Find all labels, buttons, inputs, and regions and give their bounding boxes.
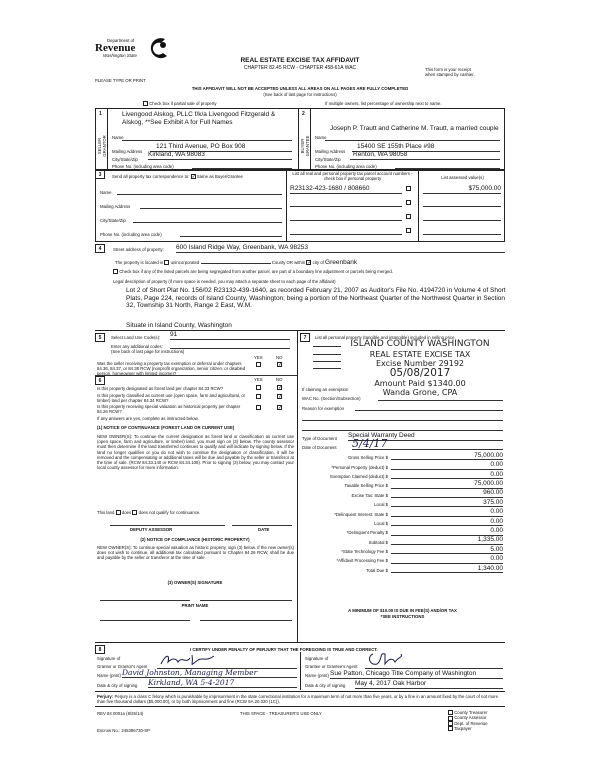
section-4-number: 4 — [95, 244, 105, 253]
grantee-name-value[interactable]: Sue Patton, Chicago Title Company of Washington — [330, 670, 503, 679]
deputy-date-label: DATE — [258, 527, 270, 532]
tax-row-label: *Affidavit Processing Fee $ — [336, 558, 388, 564]
same-as-buyer-checkbox[interactable]: ✓ — [191, 174, 196, 181]
tax-row — [300, 507, 505, 516]
land-label: This land — [97, 510, 115, 515]
wac-label: WAC No. (Section/Subsection) — [302, 396, 361, 401]
tax-row — [300, 554, 505, 563]
section-5-number: 5 — [95, 333, 105, 342]
please-type: PLEASE TYPE OR PRINT — [95, 78, 146, 83]
partial-sale[interactable] — [143, 101, 217, 106]
doc-date-label: Date of Document — [302, 445, 337, 450]
street-address-label: Street address of property: — [113, 247, 164, 252]
tax-row-value[interactable]: 5.00 — [391, 546, 503, 555]
buyer-name-value[interactable]: Joseph P. Trautt and Catherine M. Trautt, a married couple — [330, 125, 499, 132]
tax-row-value[interactable]: 0.00 — [391, 555, 503, 564]
located-label: The property is located in — [115, 260, 164, 265]
warning: THIS AFFIDAVIT WILL NOT BE ACCEPTED UNLESS ALL AREAS ON ALL PAGES ARE FULLY COMPLETED — [191, 86, 409, 91]
perjury-label: Perjury: — [97, 694, 114, 699]
tax-row-label: Subtotal $ — [368, 539, 388, 545]
see-back: (See back of last page for instructions) — [263, 92, 337, 97]
logo-dept: Department of — [107, 38, 135, 43]
grantor-name-label: Name (print) — [97, 673, 121, 678]
seller-phone-label: Phone No. (including area code) — [112, 164, 174, 169]
tax-row — [300, 451, 505, 460]
copy-label: Dept. of Revenue — [454, 720, 488, 726]
stamp-county: ISLAND COUNTY WASHINGTON — [350, 339, 490, 349]
tax-row-value[interactable]: 375.00 — [391, 499, 503, 508]
copy-label: County Assessor — [454, 715, 487, 721]
seller-address-value[interactable]: 121 Third Avenue, PO Box 908 — [150, 143, 292, 152]
personal-property-checkbox-3[interactable] — [406, 214, 411, 219]
grantee-date-value[interactable]: May 4, 2017 Oak Harbor — [355, 680, 503, 689]
land-use-value[interactable]: 91 — [170, 331, 290, 340]
tax-row-value[interactable]: 0.00 — [391, 471, 503, 480]
deputy-signature-field[interactable] — [110, 525, 225, 526]
sec6-yes-header: YES — [254, 377, 263, 382]
tax-row-label: *Personal Property (deduct) $ — [331, 464, 388, 470]
copy-label: County Treasurer — [454, 710, 488, 715]
reason-label: Reason for exemption — [302, 406, 345, 411]
buyer-city-value[interactable]: Renton, WA 98058 — [350, 151, 500, 160]
personal-property-checkbox-2[interactable] — [406, 200, 411, 205]
tax-row-label: Taxable Selling Price $ — [344, 483, 388, 489]
dor-logo — [95, 38, 175, 58]
dor-swirl-icon — [147, 36, 171, 60]
buyer-address-value[interactable]: 15400 SE 155th Place #98 — [352, 143, 500, 152]
sec5-see-back: (See back of last page for instructions) — [111, 349, 185, 354]
sec3-city-field[interactable] — [133, 222, 282, 223]
segregated-line — [113, 269, 393, 274]
located-line — [115, 259, 357, 267]
continuance-title: (1) NOTICE OF CONTINUANCE (FOREST LAND OR CURRENT USE) — [97, 425, 235, 430]
receipt-note — [425, 67, 475, 77]
tax-row — [300, 498, 505, 507]
sec3-address-field[interactable] — [140, 208, 282, 209]
current-use-yes-checkbox[interactable] — [256, 394, 261, 399]
buyer-city-label: City/State/Zip — [315, 157, 341, 162]
doc-type-label: Type of Document — [302, 436, 337, 441]
sec3-name-label: Name — [100, 190, 112, 195]
city-checkbox[interactable]: ✓ — [307, 260, 312, 267]
historic-question: Is this property receiving special valuation as historical property per chapter 84.26 RCW? — [97, 404, 241, 415]
sec6-no-header: NO — [276, 377, 283, 382]
stamp-amount: Amount Paid $1340.00 — [374, 378, 466, 388]
additional-codes-label: Enter any additional codes: — [111, 344, 163, 349]
tax-calculation — [300, 451, 505, 573]
stamp-date: 05/08/2017 — [389, 366, 451, 379]
sec3-phone-label: Phone No. (including area code) — [100, 232, 162, 237]
same-as-buyer-label: Same as Buyer/Grantee — [196, 174, 243, 179]
recorder-stamp — [330, 340, 510, 397]
copy-checkbox[interactable] — [448, 716, 453, 721]
grantor-signature[interactable] — [158, 652, 218, 668]
tax-row-label: *Delinquent Penalty $ — [346, 530, 388, 536]
current-use-question: Is this property classified as current use (open space, farm and agricultural, or timber) land per chapter 84.34 RCW? — [97, 393, 246, 404]
section-2-number: 2 — [302, 111, 305, 117]
tax-row-label: Gross Selling Price $ — [347, 455, 388, 461]
county-or-label: County OR within — [271, 260, 306, 265]
personal-property-checkbox-1[interactable] — [406, 186, 411, 191]
copy-label: Taxpayer — [454, 726, 472, 732]
street-address-value[interactable]: 600 Island Ridge Way, Greenbank, WA 98253 — [176, 244, 505, 253]
personal-property-label: List all personal property (tangible and intangible) included in selling price. — [315, 335, 456, 340]
stamp-tax: REAL ESTATE EXCISE TAX — [369, 349, 471, 359]
sec3-city-label: City/State/Zip — [100, 218, 126, 223]
historic-yes-checkbox[interactable] — [256, 405, 261, 410]
personal-property-checkbox-4[interactable] — [406, 228, 411, 233]
certify-statement: I CERTIFY UNDER PENALTY OF PERJURY THAT THE FOREGOING IS TRUE AND CORRECT. — [190, 647, 378, 652]
partial-sale-label: Check box if partial sale of property — [149, 101, 217, 106]
reason-field[interactable] — [355, 410, 503, 411]
tax-row-label: Local $ — [374, 502, 388, 508]
see-instructions: *SEE INSTRUCTIONS — [380, 614, 425, 619]
does-label: does — [121, 510, 132, 515]
print-name-label: PRINT NAME — [181, 603, 209, 608]
assessed-value-header: List assessed value(s) — [441, 175, 484, 180]
form-revision: REV 84 0001a (8/26/14) — [97, 711, 144, 716]
legal-description-label: Legal description of property (if more space is needed, you may attach a separate sheet to each page of the affidavit) — [113, 279, 336, 284]
send-correspondence — [112, 174, 243, 179]
buyer-phone-label: Phone No. (including area code) — [315, 164, 377, 169]
sec3-phone-field[interactable] — [180, 236, 282, 237]
tax-row-value[interactable]: 0.00 — [391, 461, 503, 470]
compliance-title: (2) NOTICE OF COMPLIANCE (HISTORIC PROPERTY) — [140, 537, 250, 542]
grantor-agent-label: Grantor or Grantor's Agent — [97, 664, 148, 669]
stamp-excise-number: Excise Number 29192 — [375, 358, 465, 368]
print-name-field-2[interactable] — [200, 620, 292, 621]
land-use-label: Select Land Use Code(s): — [111, 335, 161, 340]
forest-no-checkbox[interactable]: ✓ — [278, 385, 283, 391]
tax-row — [300, 564, 505, 573]
minimum-due-note: A MINIMUM OF $10.00 IS DUE IN FEE(S) AND/OR TAX — [348, 608, 457, 613]
doc-type-value[interactable]: Special Warranty Deed — [348, 432, 503, 441]
form-title: REAL ESTATE EXCISE TAX AFFIDAVIT — [240, 57, 360, 64]
forest-land-question: Is this property designated as forest land per chapter 84.33 RCW? — [97, 386, 224, 391]
tax-row-value[interactable]: 0.00 — [391, 518, 503, 527]
grantee-agent-label: Grantee or Grantee's Agent — [305, 664, 358, 669]
forest-yes-checkbox[interactable] — [256, 385, 261, 390]
receipt-line2: when stamped by cashier. — [425, 72, 475, 78]
segregated-checkbox[interactable] — [113, 269, 118, 274]
compliance-text: NEW OWNER(S): To continue special valuation as historic property, sign (3) below. If the new owner(s) does not wish to continue, all additional tax calculated pursuant to Chapter 84.26 RCW, shall be due and payable by the seller or transferor at the time of sale. — [97, 545, 294, 561]
copy-checkbox[interactable] — [448, 726, 453, 731]
tax-row-value[interactable]: 75,000.00 — [391, 452, 503, 461]
partial-sale-checkbox[interactable] — [143, 101, 148, 106]
does-not-checkbox[interactable] — [132, 510, 137, 515]
situate: Situate in Island County, Washington — [126, 322, 232, 329]
grantee-signature[interactable] — [365, 650, 405, 668]
tax-row-label: Excise Tax: State $ — [351, 492, 388, 498]
print-name-field-1[interactable] — [100, 620, 190, 621]
tax-row — [300, 479, 505, 488]
sec5-no-header: NO — [276, 355, 283, 360]
seller-name-label: Name — [112, 135, 124, 140]
tax-row-label: Local $ — [374, 520, 388, 526]
tax-row-value[interactable]: 0.00 — [391, 527, 503, 536]
city-value[interactable]: Greenbank — [325, 259, 358, 266]
tax-row-value[interactable]: 1,340.00 — [391, 565, 503, 574]
stamp-signer: Wanda Grone, CPA — [382, 387, 458, 397]
tax-row-label: Total Due $ — [366, 567, 388, 573]
additional-codes-field[interactable] — [170, 348, 290, 349]
seller-address-label: Mailing Address — [112, 149, 143, 154]
tax-row — [300, 470, 505, 479]
tax-row — [300, 517, 505, 526]
sec3-name-field[interactable] — [117, 194, 282, 195]
grantee-signature-of-label: Signature of — [305, 656, 329, 661]
exemption-yes-checkbox[interactable] — [256, 362, 261, 367]
seller-label: SELLER GRANTOR — [97, 135, 108, 157]
qualify-line — [97, 510, 200, 515]
legal-description[interactable]: Lot 2 of Short Plat No. 156/02 R23132-439-1640, as recorded February 21, 2007 as Auditor's File No. 4194720 in Volume 4 of Short Plats, Page 224, records of Island County, Washington; being a portion of the Northeast Quarter of the Northwest Quarter in Section 32, Township 31 North, Range 2 East, W.M. — [126, 287, 506, 309]
logo-revenue: Revenue — [95, 42, 136, 55]
tax-row — [300, 536, 505, 545]
copy-distribution — [448, 710, 488, 731]
form-chapter: CHAPTER 82.45 RCW - CHAPTER 458-61A WAC — [243, 65, 357, 71]
grantor-date-label: Date & city of signing — [97, 683, 138, 688]
escrow-number: Escrow No.: 245386730-SP — [97, 728, 151, 733]
buyer-phone-field[interactable] — [395, 168, 500, 169]
deputy-assessor-label: DEPUTY ASSESSOR — [130, 527, 173, 532]
tax-row — [300, 489, 505, 498]
segregated-label: Check box if any of the listed parcels are being segregated from another parcel, are part of a boundary line adjustment or parcels being merged. — [119, 269, 393, 274]
sec5-yes-header: YES — [254, 355, 263, 360]
seller-city-label: City/State/Zip — [112, 157, 138, 162]
section-6-number: 6 — [95, 376, 105, 385]
tax-row — [300, 545, 505, 554]
buyer-address-label: Mailing Address — [315, 149, 346, 154]
buyer-label: BUYER GRANTEE — [300, 135, 311, 157]
account-numbers-header: List all real and personal property tax parcel account numbers - check box if personal property — [292, 171, 413, 182]
deputy-date-field[interactable] — [232, 525, 292, 526]
tax-row-label: *State Technology Fee $ — [341, 549, 388, 555]
claiming-exemption-label: If claiming an exemption — [302, 387, 349, 392]
grantor-date-value[interactable]: Kirkland, WA 5-4-2017 — [148, 679, 297, 688]
grantee-date-label: Date & city of signing — [305, 683, 346, 688]
tax-row-label: *Delinquent Interest: State $ — [334, 511, 388, 517]
section-3-number: 3 — [95, 170, 105, 179]
buyer-name-label: Name — [315, 135, 327, 140]
tax-row-label: Exemption Claimed (deduct) $ — [330, 473, 388, 479]
sec3-address-label: Mailing Address — [100, 204, 131, 209]
exemption-no-checkbox[interactable]: ✓ — [278, 362, 283, 368]
copy-item — [448, 726, 488, 731]
continuance-text: NEW OWNER(S): To continue the current designation as forest land or classification as current use (open space, farm and agriculture, or timber) land, you must sign on (3) below. The county assessor must then determine if the land transferred continues to qualify and will indicate by signing below. If the land no longer qualifies or you do not wish to continue the designation or classification, it will be removed and the compensating or additional taxes will be due and payable by the seller or transferor at the time of sale. (RCW 84.33.140 or RCW 84.34.108). Prior to signing (3) below, you may contact your local county assessor for more information. — [97, 434, 294, 471]
doc-date-value[interactable]: 5/4/17 — [352, 439, 503, 450]
assessed-value-1[interactable]: $75,000.00 — [423, 185, 501, 194]
grantee-name-label: Name (print) — [305, 673, 329, 678]
tax-row — [300, 460, 505, 469]
section-1-number: 1 — [99, 111, 102, 117]
grantor-signature-of-label: Signature of — [97, 656, 121, 661]
historic-no-checkbox[interactable]: ✓ — [278, 405, 283, 411]
section-7-number: 7 — [300, 333, 310, 342]
unincorporated-label: unincorporated — [170, 260, 200, 265]
city-of-label: city of — [312, 260, 324, 265]
seller-city-value[interactable]: Kirkland, WA 98083 — [148, 151, 292, 160]
tax-row-value[interactable]: 75,000.00 — [391, 480, 503, 489]
parcel-account-1[interactable]: R23132-423-1680 / 808660 — [290, 185, 402, 194]
multiple-owners-note: If multiple owners, list percentage of ownership next to name. — [325, 101, 442, 106]
perjury-text: Perjury is a class C felony which is punishable by imprisonment in the state correctional institution for a maximum term of not more than five years, or by a fine in an amount fixed by the court of not more than five thousand dollars ($5,000.00), or by both imprisonment and fine (RCW 9A.20.020 (1C)). — [97, 694, 499, 705]
owner-signature-title: (3) OWNER(S) SIGNATURE — [167, 580, 223, 585]
seller-phone-field[interactable] — [192, 168, 292, 169]
does-not-label: does not qualify for continuance. — [138, 510, 201, 515]
wac-field[interactable] — [378, 400, 503, 401]
tax-row-value[interactable]: 960.00 — [391, 489, 503, 498]
if-yes-note: If any answers are yes, complete as instructed below. — [97, 416, 199, 421]
tax-row — [300, 526, 505, 535]
section-8-number: 8 — [95, 645, 105, 654]
unincorporated-checkbox[interactable] — [164, 260, 169, 265]
current-use-no-checkbox[interactable]: ✓ — [278, 394, 283, 400]
owner-signature-field-2[interactable] — [200, 600, 292, 601]
exemption-question: Was the seller receiving a property tax exemption or deferral under chapters 84.36, 84.37, or 84.38 RCW (nonprofit organization, senior citizen, or disabled person, homeowner with limited income)? — [97, 361, 246, 377]
treasurer-use-only: THIS SPACE - TREASURER'S USE ONLY — [240, 711, 322, 716]
receipt-line1: This form is your receipt — [425, 67, 471, 72]
does-checkbox[interactable] — [116, 510, 121, 515]
owner-signature-field-1[interactable] — [100, 600, 190, 601]
send-label: Send all property tax correspondence to: — [112, 174, 190, 179]
perjury-note — [97, 694, 505, 704]
grantor-name-value[interactable]: David Johnston, Managing Member — [122, 669, 297, 678]
logo-state: Washington State — [103, 53, 137, 59]
tax-row-value[interactable]: 0.00 — [391, 508, 503, 517]
tax-row-value[interactable]: 1,335.00 — [391, 536, 503, 545]
seller-name-value[interactable]: Livengood Alskog, PLLC f/k/a Livengood Fitzgerald & Alskog, **See Exhibit A for Full Names — [122, 111, 276, 126]
